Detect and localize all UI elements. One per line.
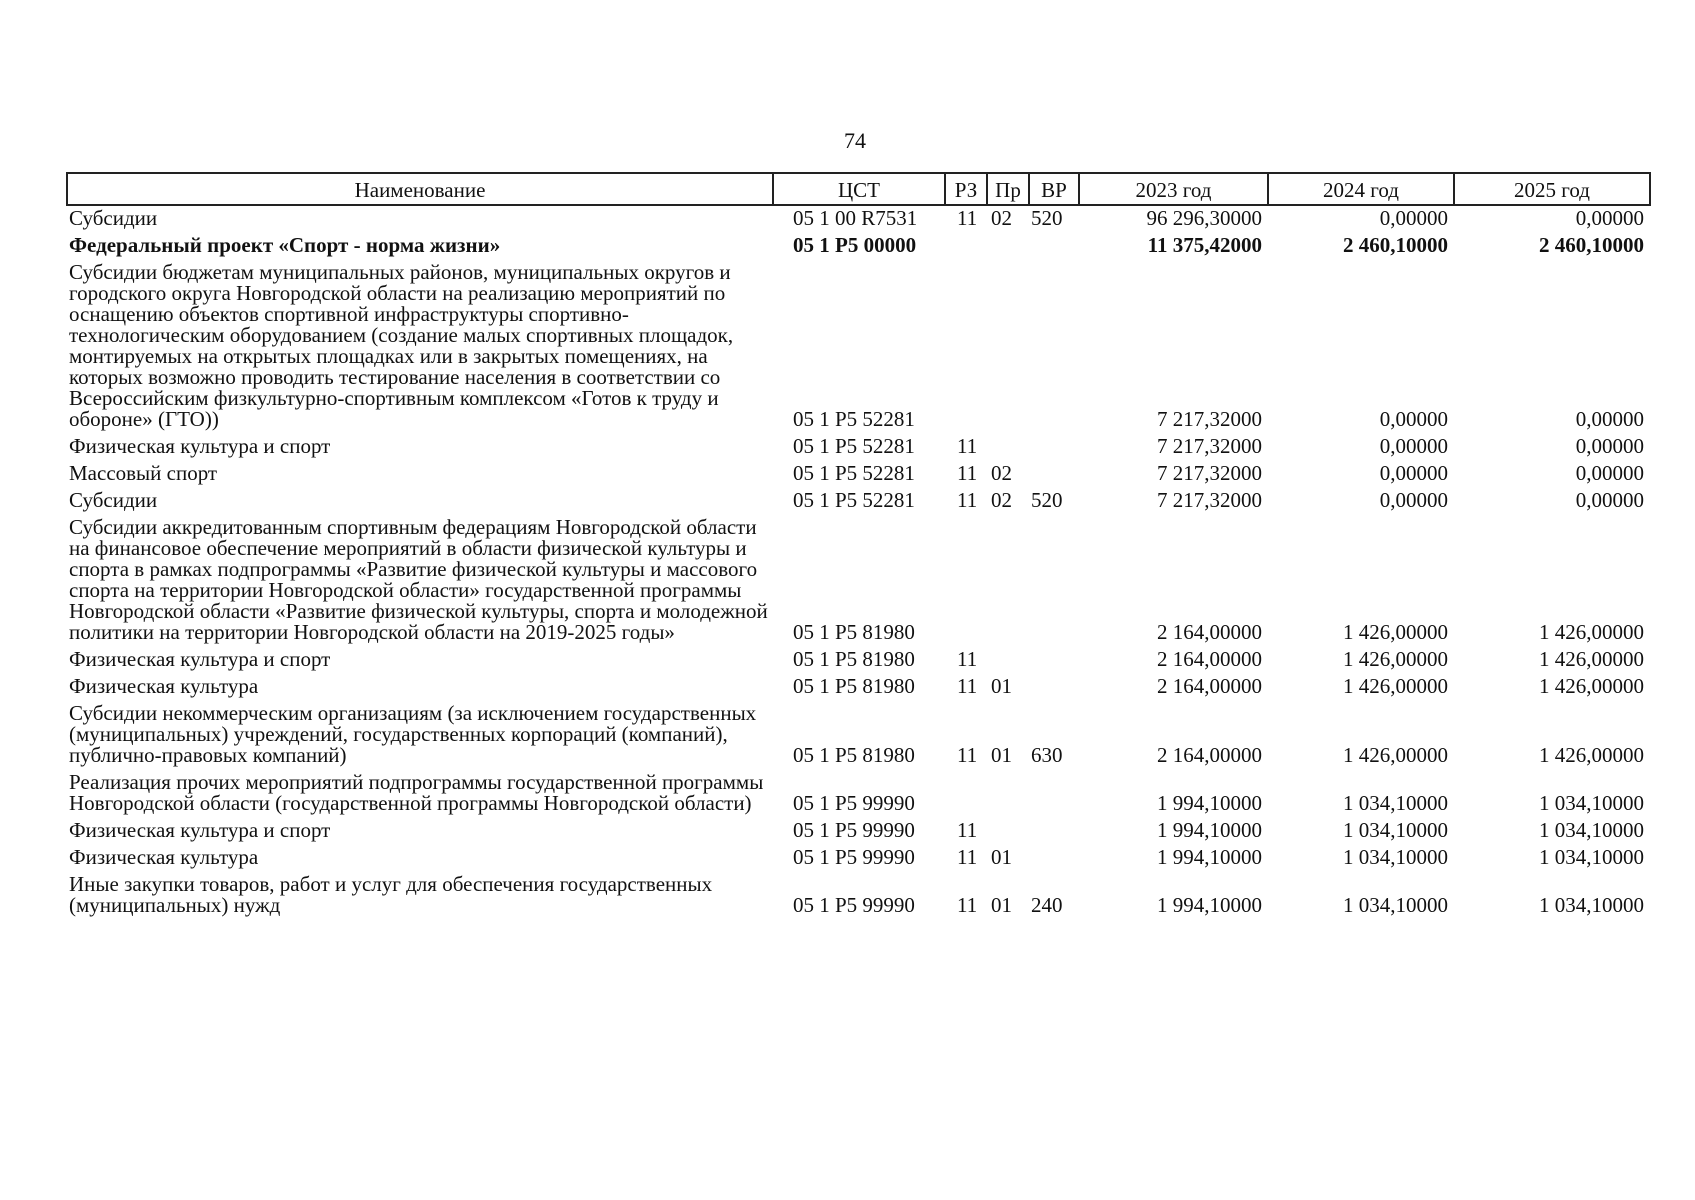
row-name: Субсидии некоммерческим организациям (за исключением государственных (муниципальных) учреждений, государственных корпораций (компаний), публично-правовых компаний): [69, 701, 757, 767]
row-cst: 05 1 P5 99990: [793, 791, 915, 815]
row-value-2024: 1 034,10000: [1343, 845, 1448, 869]
row-pr: 01: [991, 845, 1012, 869]
row-vr: 520: [1031, 206, 1063, 230]
row-cst: 05 1 P5 81980: [793, 743, 915, 767]
row-name: Физическая культура: [69, 845, 259, 869]
row-rz: 11: [957, 845, 978, 869]
row-name: Массовый спорт: [69, 461, 218, 485]
row-vr: [1029, 818, 1079, 845]
row-rz: 11: [957, 488, 978, 512]
row-value-2023: 1 994,10000: [1157, 818, 1262, 842]
row-cst: 05 1 P5 99990: [793, 818, 915, 842]
row-vr: [1029, 434, 1079, 461]
row-pr: 01: [991, 674, 1012, 698]
row-vr: [1029, 260, 1079, 434]
row-value-2024: 1 426,00000: [1343, 743, 1448, 767]
row-pr: [987, 818, 1029, 845]
row-cst: 05 1 P5 52281: [793, 461, 915, 485]
row-rz: 11: [957, 206, 978, 230]
row-value-2025: 0,00000: [1575, 434, 1644, 458]
row-value-2024: 1 034,10000: [1343, 818, 1448, 842]
row-value-2023: 2 164,00000: [1157, 647, 1262, 671]
row-value-2025: 0,00000: [1575, 407, 1644, 431]
row-value-2025: 0,00000: [1575, 488, 1644, 512]
row-vr: [1029, 845, 1079, 872]
table-row: [67, 845, 1650, 872]
row-vr: 240: [1031, 893, 1063, 917]
row-name: Субсидии бюджетам муниципальных районов, муниципальных округов и городского округа Новгородской области на реализацию мероприятий по оснащению объектов спортивной инфраструктуры спортивно-технологическим оборудованием (создание малых спортивных площадок, монтируемых на открытых площадках или в закрытых помещениях, на которых возможно проводить тестирование населения в соответствии со Всероссийским физкультурно-спортивным комплексом «Готов к труду и обороне» (ГТО)): [69, 260, 734, 431]
row-value-2025: 1 426,00000: [1539, 620, 1644, 644]
row-value-2023: 7 217,32000: [1157, 434, 1262, 458]
row-value-2024: 0,00000: [1379, 206, 1448, 230]
table-row: [67, 205, 1650, 233]
row-cst: 05 1 P5 99990: [793, 893, 915, 917]
row-value-2023: 2 164,00000: [1157, 620, 1262, 644]
row-cst: 05 1 P5 81980: [793, 674, 915, 698]
row-value-2024: 1 426,00000: [1343, 647, 1448, 671]
row-rz: [945, 233, 987, 260]
budget-table: [66, 172, 1651, 920]
row-pr: 01: [991, 893, 1012, 917]
row-value-2024: 1 034,10000: [1343, 893, 1448, 917]
row-rz: 11: [957, 461, 978, 485]
row-pr: [987, 515, 1029, 647]
row-value-2023: 11 375,42000: [1147, 233, 1262, 257]
table-row: [67, 701, 1650, 770]
row-rz: 11: [957, 893, 978, 917]
row-value-2024: 2 460,10000: [1343, 233, 1448, 257]
header-cst: ЦСТ: [773, 173, 945, 205]
row-name: Иные закупки товаров, работ и услуг для обеспечения государственных (муниципальных) нужд: [69, 872, 713, 917]
row-pr: [987, 647, 1029, 674]
row-value-2023: 2 164,00000: [1157, 743, 1262, 767]
row-rz: 11: [957, 674, 978, 698]
row-value-2023: 96 296,30000: [1146, 206, 1262, 230]
row-name: Федеральный проект «Спорт - норма жизни»: [69, 233, 501, 257]
header-pr: Пр: [987, 173, 1029, 205]
row-value-2024: 1 426,00000: [1343, 674, 1448, 698]
row-rz: [945, 260, 987, 434]
row-vr: [1029, 233, 1079, 260]
row-value-2025: 1 426,00000: [1539, 743, 1644, 767]
row-pr: 02: [991, 488, 1012, 512]
row-vr: [1029, 647, 1079, 674]
header-2025: 2025 год: [1454, 173, 1650, 205]
row-vr: [1029, 515, 1079, 647]
row-vr: [1029, 461, 1079, 488]
row-rz: 11: [957, 647, 978, 671]
row-name: Субсидии: [69, 488, 158, 512]
table-row: [67, 770, 1650, 818]
row-value-2025: 1 034,10000: [1539, 845, 1644, 869]
row-vr: 630: [1031, 743, 1063, 767]
row-rz: [945, 770, 987, 818]
header-2024: 2024 год: [1268, 173, 1454, 205]
row-value-2023: 1 994,10000: [1157, 893, 1262, 917]
row-value-2024: 1 034,10000: [1343, 791, 1448, 815]
row-pr: [987, 434, 1029, 461]
row-value-2023: 1 994,10000: [1157, 791, 1262, 815]
row-cst: 05 1 P5 81980: [793, 620, 915, 644]
header-2023: 2023 год: [1079, 173, 1268, 205]
row-value-2025: 1 034,10000: [1539, 791, 1644, 815]
row-pr: [987, 233, 1029, 260]
table-row: [67, 461, 1650, 488]
table-row: [67, 818, 1650, 845]
table-row: [67, 434, 1650, 461]
row-value-2023: 7 217,32000: [1157, 488, 1262, 512]
row-value-2024: 0,00000: [1379, 488, 1448, 512]
row-cst: 05 1 00 R7531: [793, 206, 918, 230]
row-cst: 05 1 P5 52281: [793, 488, 915, 512]
row-value-2023: 2 164,00000: [1157, 674, 1262, 698]
row-rz: [945, 515, 987, 647]
header-vr: ВР: [1029, 173, 1079, 205]
row-value-2024: 0,00000: [1379, 434, 1448, 458]
row-value-2025: 2 460,10000: [1539, 233, 1644, 257]
page-number: 74: [844, 128, 866, 153]
header-rz: РЗ: [945, 173, 987, 205]
row-value-2024: 1 426,00000: [1343, 620, 1448, 644]
row-cst: 05 1 P5 52281: [793, 434, 915, 458]
row-value-2024: 0,00000: [1379, 461, 1448, 485]
row-name: Реализация прочих мероприятий подпрограммы государственной программы Новгородской области (государственной программы Новгородской области): [69, 770, 764, 815]
row-pr: [987, 770, 1029, 818]
row-cst: 05 1 P5 99990: [793, 845, 915, 869]
table-row: [67, 674, 1650, 701]
row-vr: 520: [1031, 488, 1063, 512]
row-pr: [987, 260, 1029, 434]
row-value-2025: 1 426,00000: [1539, 647, 1644, 671]
row-vr: [1029, 674, 1079, 701]
row-rz: 11: [957, 818, 978, 842]
row-name: Физическая культура: [69, 674, 259, 698]
row-value-2023: 7 217,32000: [1157, 407, 1262, 431]
table-row: [67, 647, 1650, 674]
row-value-2023: 7 217,32000: [1157, 461, 1262, 485]
row-rz: 11: [957, 743, 978, 767]
row-name: Физическая культура и спорт: [69, 818, 331, 842]
row-value-2025: 0,00000: [1575, 461, 1644, 485]
header-name: Наименование: [67, 173, 773, 205]
row-cst: 05 1 P5 81980: [793, 647, 915, 671]
row-pr: 02: [991, 206, 1012, 230]
table-row: [67, 233, 1650, 260]
row-pr: 01: [991, 743, 1012, 767]
table-row: [67, 488, 1650, 515]
row-value-2025: 1 034,10000: [1539, 893, 1644, 917]
row-vr: [1029, 770, 1079, 818]
table-row: [67, 260, 1650, 434]
table-body: [67, 205, 1650, 920]
table-header-row: [67, 173, 1650, 205]
table-row: [67, 515, 1650, 647]
table-row: [67, 872, 1650, 920]
row-value-2025: 1 034,10000: [1539, 818, 1644, 842]
row-name: Физическая культура и спорт: [69, 434, 331, 458]
row-pr: 02: [991, 461, 1012, 485]
row-cst: 05 1 P5 00000: [793, 233, 917, 257]
row-name: Субсидии аккредитованным спортивным федерациям Новгородской области на финансовое обеспечение мероприятий в области физической культуры и спорта в рамках подпрограммы «Развитие физической культуры и массового спорта на территории Новгородской области» государственной программы Новгородской области «Развитие физической культуры, спорта и молодежной политики на территории Новгородской области на 2019-2025 годы»: [69, 515, 768, 644]
row-value-2025: 0,00000: [1575, 206, 1644, 230]
row-value-2023: 1 994,10000: [1157, 845, 1262, 869]
row-name: Физическая культура и спорт: [69, 647, 331, 671]
row-name: Субсидии: [69, 206, 158, 230]
row-rz: 11: [957, 434, 978, 458]
row-value-2024: 0,00000: [1379, 407, 1448, 431]
row-cst: 05 1 P5 52281: [793, 407, 915, 431]
row-value-2025: 1 426,00000: [1539, 674, 1644, 698]
